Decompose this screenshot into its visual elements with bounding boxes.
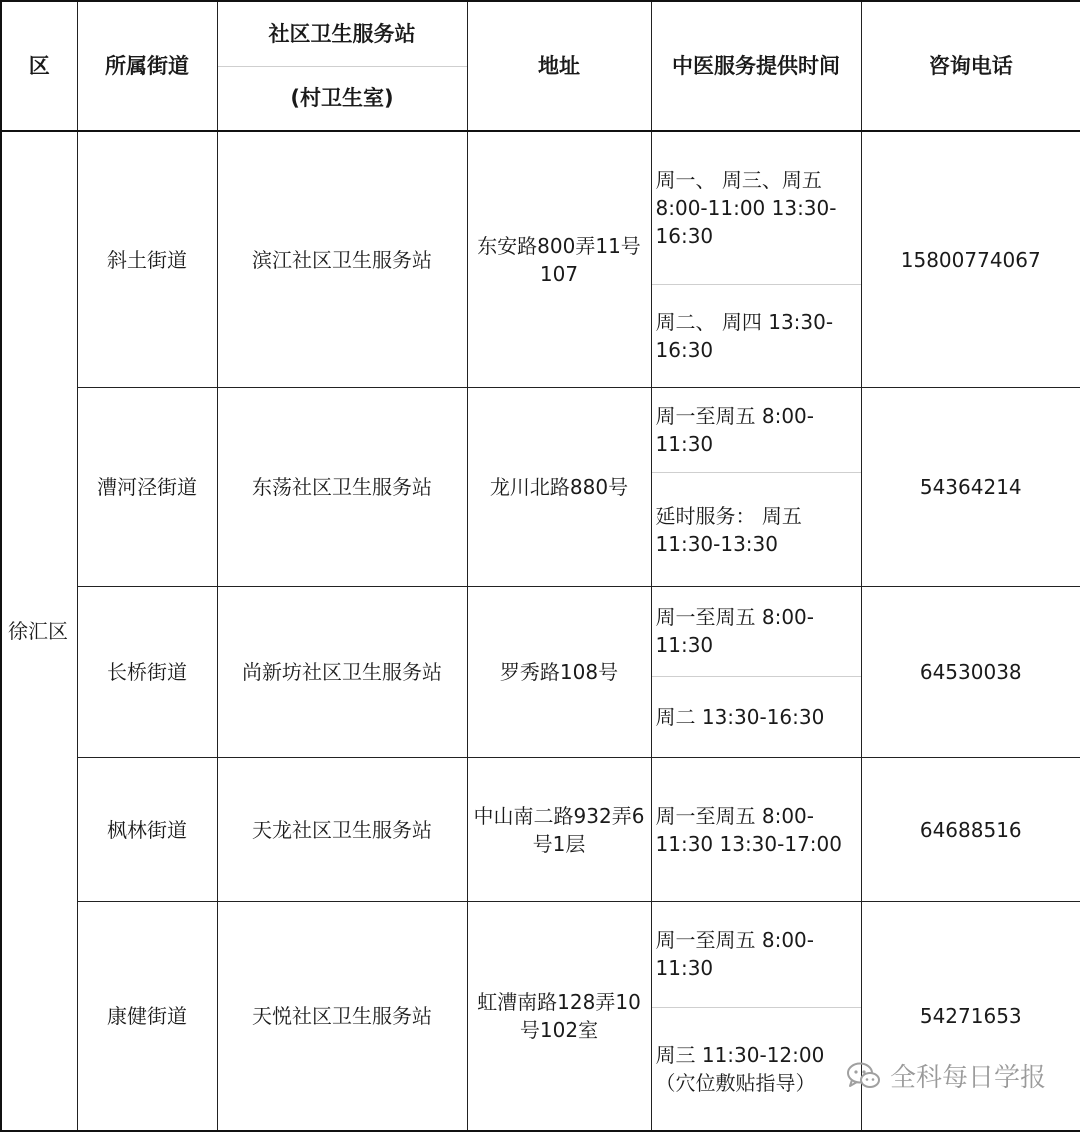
time-cell <box>651 388 861 587</box>
time-text: 周一至周五 8:00- 11:30 <box>655 605 814 658</box>
time-text: 延时服务： 周五 11:30-13:30 <box>655 503 802 556</box>
phone-cell: 54271653 <box>861 902 1080 1132</box>
phone-cell: 54364214 <box>861 388 1080 587</box>
header-street: 所属街道 <box>77 1 217 131</box>
time-cell <box>651 587 861 758</box>
street-cell: 斜土街道 <box>77 131 217 388</box>
street-cell: 长桥街道 <box>77 587 217 758</box>
station-cell: 天龙社区卫生服务站 <box>217 758 467 902</box>
table-row <box>1 758 1080 902</box>
table-row <box>1 587 1080 758</box>
address-cell <box>467 758 651 902</box>
header-address: 地址 <box>467 1 651 131</box>
street-cell: 枫林街道 <box>77 758 217 902</box>
time-segment <box>652 132 861 284</box>
time-segment <box>652 587 861 676</box>
district-cell: 徐汇区 <box>1 131 77 1131</box>
address-text: 龙川北路880号 <box>489 475 629 499</box>
watermark <box>846 1057 1046 1094</box>
address-cell <box>467 388 651 587</box>
header-phone: 咨询电话 <box>861 1 1080 131</box>
time-cell <box>651 902 861 1132</box>
time-segment <box>652 1007 861 1130</box>
station-cell: 天悦社区卫生服务站 <box>217 902 467 1132</box>
address-cell <box>467 587 651 758</box>
header-district: 区 <box>1 1 77 131</box>
time-text: 周二 13:30-16:30 <box>655 704 825 729</box>
time-text: 周一至周五 8:00- 11:30 <box>655 404 814 457</box>
address-text: 虹漕南路128弄10号102室 <box>477 990 641 1042</box>
time-cell <box>651 758 861 902</box>
time-text: 周三 11:30-12:00 （穴位敷贴指导） <box>655 1042 825 1095</box>
station-cell: 东荡社区卫生服务站 <box>217 388 467 587</box>
time-text: 周一至周五 8:00- 11:30 13:30-17:00 <box>655 803 842 856</box>
time-text: 周二、 周四 13:30- 16:30 <box>655 309 834 362</box>
header-station <box>217 1 467 131</box>
wechat-icon <box>846 1061 882 1091</box>
time-segment <box>652 388 861 472</box>
table-row <box>1 131 1080 388</box>
street-cell: 康健街道 <box>77 902 217 1132</box>
address-text: 东安路800弄11号107 <box>477 233 641 286</box>
header-tcm-time: 中医服务提供时间 <box>651 1 861 131</box>
watermark-text: 全科每日学报 <box>889 1063 1046 1093</box>
time-text: 周一、 周三、周五 8:00-11:00 13:30- 16:30 <box>655 167 837 248</box>
header-row <box>1 1 1080 131</box>
address-text: 中山南二路932弄6号1层 <box>473 803 645 856</box>
header-station-line1: 社区卫生服务站 <box>218 2 467 67</box>
time-segment <box>652 676 861 757</box>
phone-cell: 64530038 <box>861 587 1080 758</box>
time-cell <box>651 131 861 388</box>
time-segment <box>652 902 861 1007</box>
time-text: 周一至周五 8:00- 11:30 <box>655 928 814 981</box>
address-text: 罗秀路108号 <box>499 660 619 684</box>
station-cell: 尚新坊社区卫生服务站 <box>217 587 467 758</box>
street-cell: 漕河泾街道 <box>77 388 217 587</box>
time-segment <box>652 284 861 387</box>
time-segment <box>652 472 861 586</box>
table-row <box>1 902 1080 1132</box>
table-row <box>1 388 1080 587</box>
station-cell: 滨江社区卫生服务站 <box>217 131 467 388</box>
time-segment <box>652 758 861 901</box>
address-cell <box>467 902 651 1132</box>
header-station-line2: (村卫生室) <box>290 86 394 111</box>
address-cell <box>467 131 651 388</box>
phone-cell: 64688516 <box>861 758 1080 902</box>
phone-cell: 15800774067 <box>861 131 1080 388</box>
